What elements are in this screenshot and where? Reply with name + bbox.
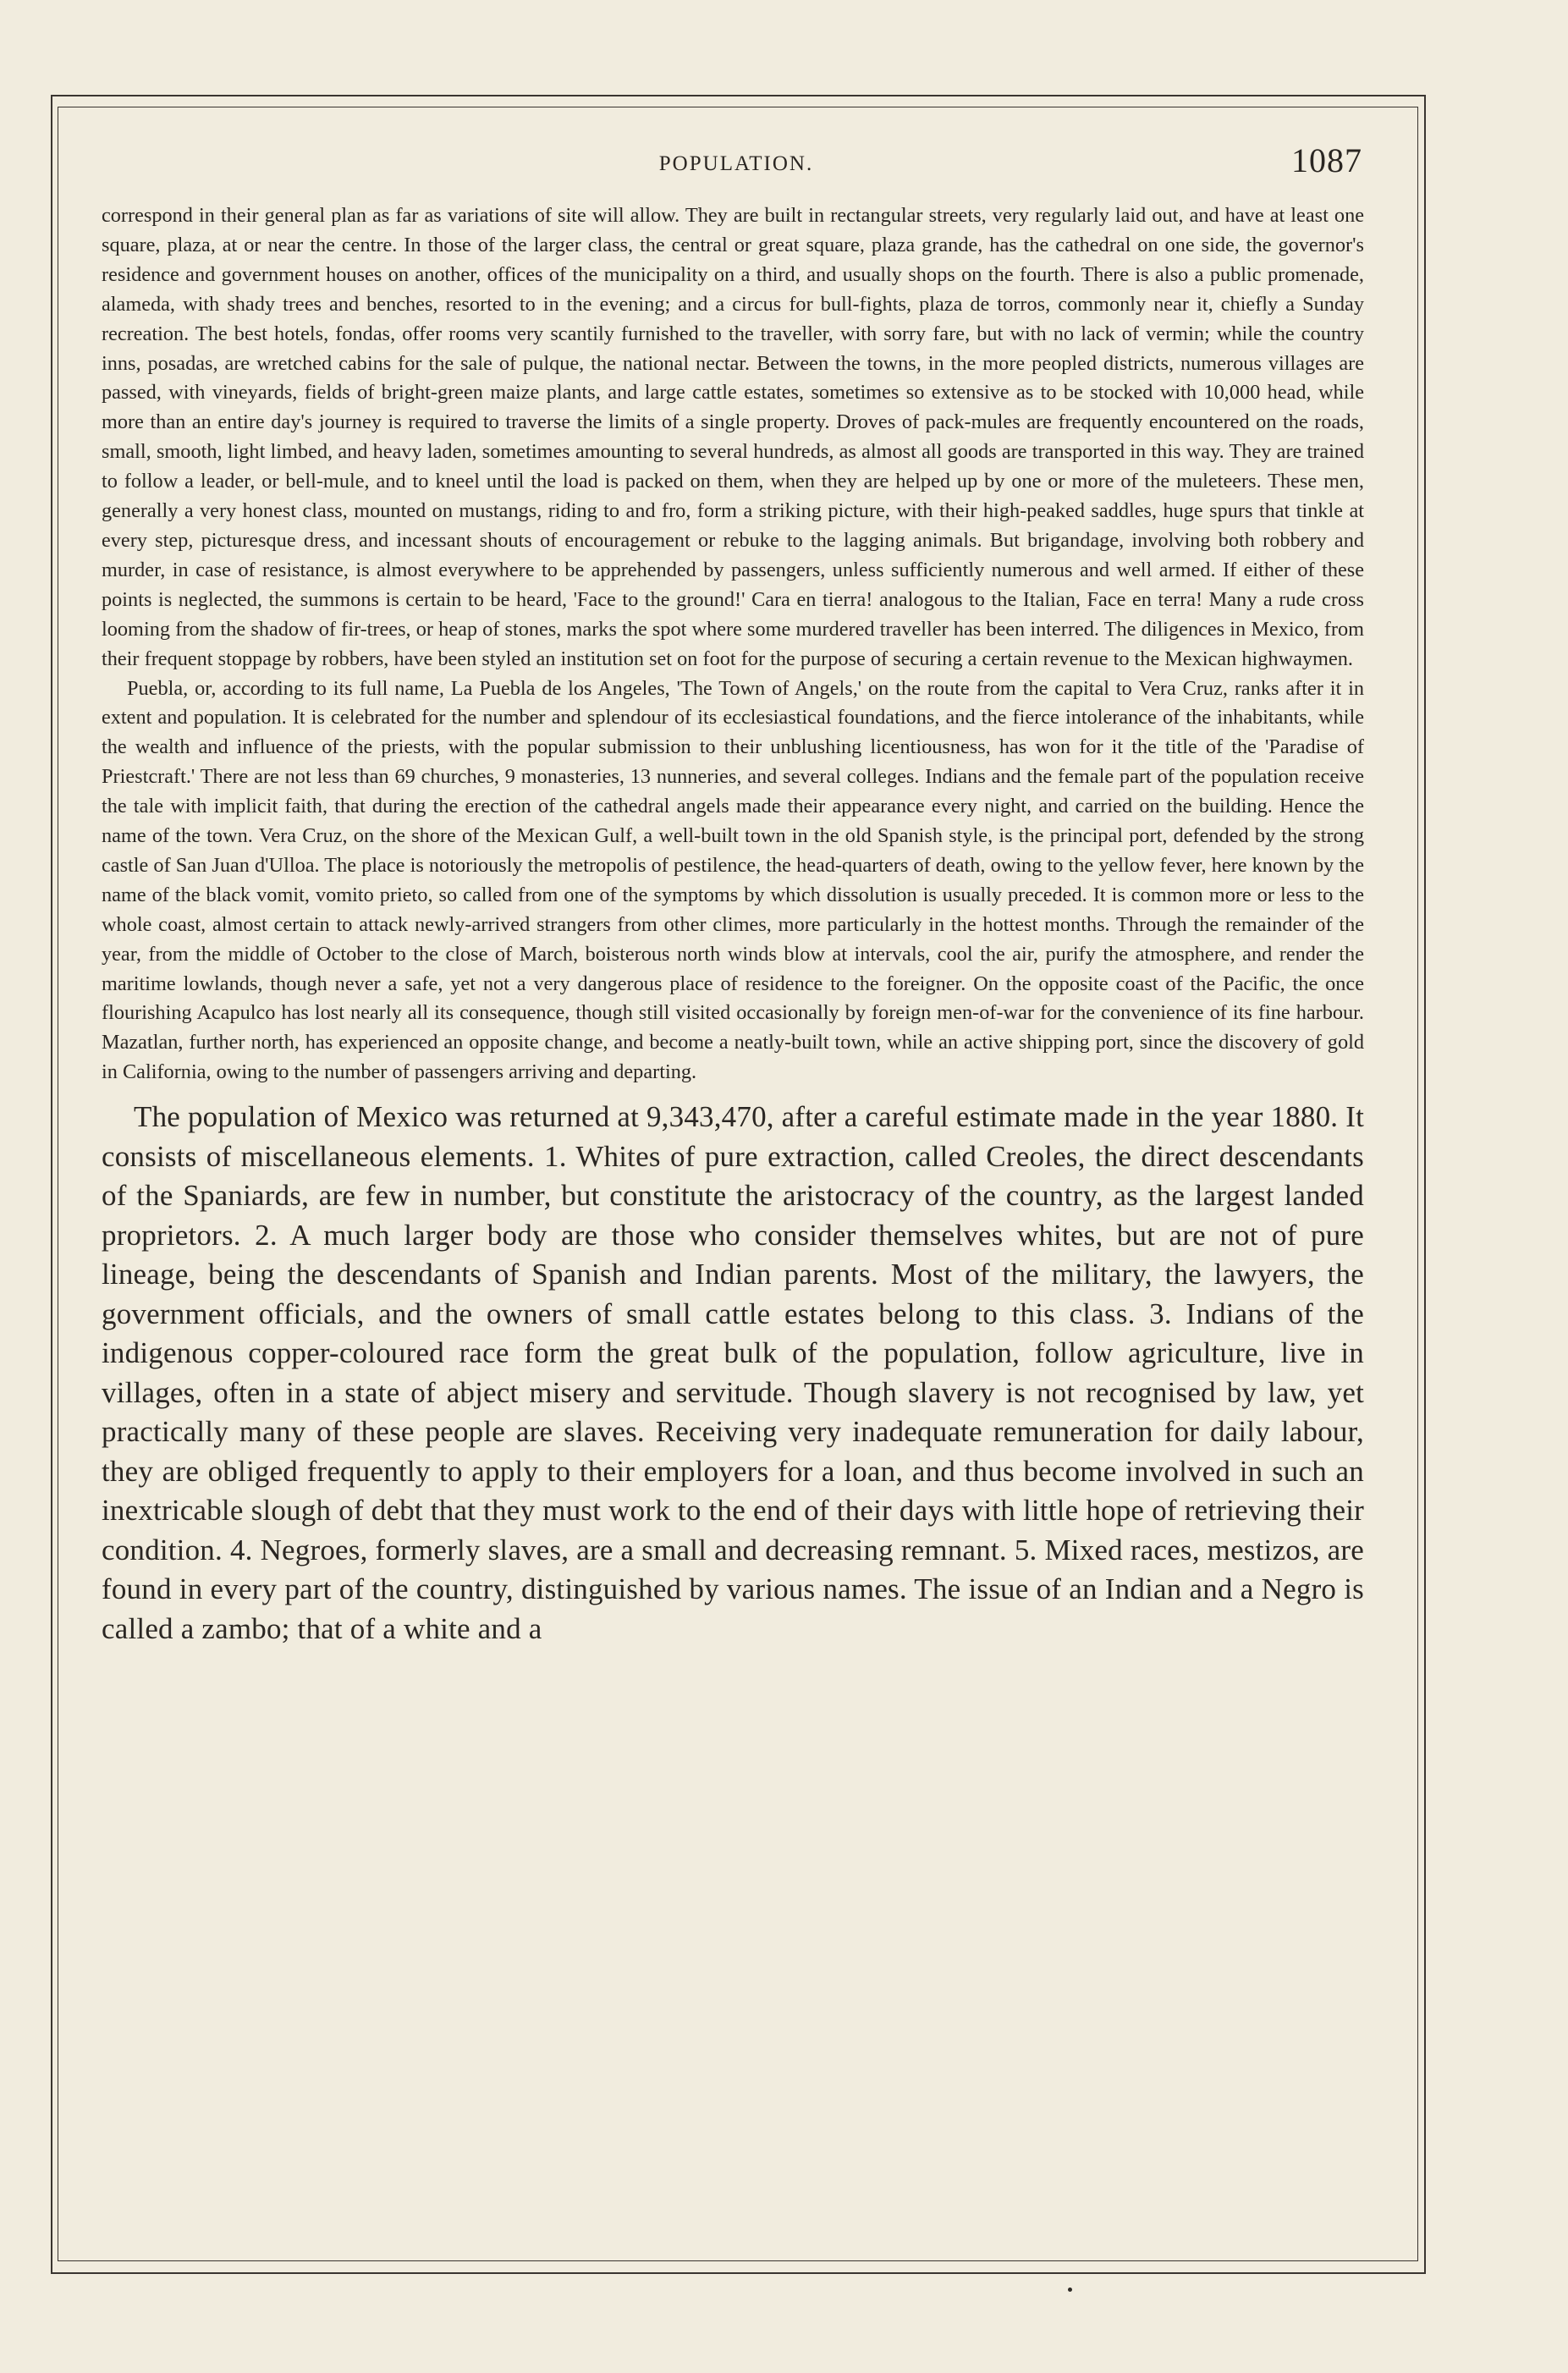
page-number: 1087 xyxy=(1291,141,1362,179)
ink-speck xyxy=(1068,2288,1072,2292)
inner-border-right xyxy=(1417,107,1418,2261)
large-print-section xyxy=(102,1098,1364,1649)
paragraph-puebla: Puebla, or, according to its full name, La Puebla de los Angeles, 'The Town of Angels,' on the route from the capital to Vera Cruz, ranks after it in extent and population. It is celebrated for the number and splendour of its ecclesiastical foundations, and the fierce intolerance of the inhabitants, while the wealth and influence of the priests, with the popular submission to their unblushing licentiousness, has won for it the title of the 'Paradise of Priestcraft.' There are not less than 69 churches, 9 monasteries, 13 nunneries, and several colleges. Indians and the female part of the population receive the tale with implicit faith, that during the erection of the cathedral angels made their appearance every night, and carried on the building. Hence the name of the town. Vera Cruz, on the shore of the Mexican Gulf, a well-built town in the old Spanish style, is the principal port, defended by the strong castle of San Juan d'Ulloa. The place is notoriously the metropolis of pestilence, the head-quarters of death, owing to the yellow fever, here known by the name of the black vomit, vomito prieto, so called from one of the symptoms by which dissolution is usually preceded. It is common more or less to the whole coast, almost certain to attack newly-arrived strangers from other climes, more particularly in the hottest months. Through the remainder of the year, from the middle of October to the close of March, boisterous north winds blow at intervals, cool the air, purify the atmosphere, and render the maritime lowlands, though never a safe, yet not a very dangerous place of residence to the foreigner. On the opposite coast of the Pacific, the once flourishing Acapulco has lost nearly all its consequence, though still visited occasionally by foreign men-of-war for the convenience of its fine harbour. Mazatlan, further north, has experienced an opposite change, and become a neatly-built town, while an active shipping port, since the discovery of gold in California, owing to the number of passengers arriving and departing. xyxy=(102,676,1364,1084)
small-print-section xyxy=(102,201,1364,1087)
page-border-right xyxy=(1424,95,1426,2274)
running-head: POPULATION. xyxy=(658,152,814,175)
page-border-bottom xyxy=(51,2272,1426,2274)
paragraph-town-plan: correspond in their general plan as far as variations of site will allow. They are built in rectangular streets, very regularly laid out, and have at least one square, plaza, at or near the centre. In those of the larger class, the central or great square, plaza grande, has the cathedral on one side, the governor's residence and government houses on another, offices of the municipality on a third, and usually shops on the fourth. There is also a public promenade, alameda, with shady trees and benches, resorted to in the evening; and a circus for bull-fights, plaza de torros, commonly near it, chiefly a Sunday recreation. The best hotels, fondas, offer rooms very scantily furnished to the traveller, with sorry fare, but with no lack of vermin; while the country inns, posadas, are wretched cabins for the sale of pulque, the national nectar. Between the towns, in the more peopled districts, numerous villages are passed, with vineyards, fields of bright-green maize plants, and large cattle estates, sometimes so extensive as to be stocked with 10,000 head, while more than an entire day's journey is required to traverse the limits of a single property. Droves of pack-mules are frequently encountered on the roads, small, smooth, light limbed, and heavy laden, sometimes amounting to several hundreds, as almost all goods are transported in this way. They are trained to follow a leader, or bell-mule, and to kneel until the load is packed on them, when they are helped up by one or more of the muleteers. These men, generally a very honest class, mounted on mustangs, riding to and fro, form a striking picture, with their high-peaked saddles, huge spurs that tinkle at every step, picturesque dress, and incessant shouts of encouragement or rebuke to the lagging animals. But brigandage, involving both robbery and murder, in case of resistance, is almost everywhere to be apprehended by passengers, unless sufficiently numerous and well armed. If either of these points is neglected, the summons is certain to be heard, 'Face to the ground!' Cara en tierra! analogous to the Italian, Face en terra! Many a rude cross looming from the shadow of fir-trees, or heap of stones, marks the spot where some murdered traveller has been interred. The diligences in Mexico, from their frequent stoppage by robbers, have been styled an institution set on foot for the purpose of securing a certain revenue to the Mexican highwaymen. xyxy=(102,204,1364,670)
page-header xyxy=(102,140,1371,183)
page-body xyxy=(102,201,1364,1649)
paragraph-population: The population of Mexico was returned at 9,343,470, after a careful estimate made in the year 1880. It consists of miscellaneous elements. 1. Whites of pure extraction, called Creoles, the direct descendants of the Spaniards, are few in number, but constitute the aristocracy of the country, as the largest landed proprietors. 2. A much larger body are those who consider themselves whites, but are not of pure lineage, being the descendants of Spanish and Indian parents. Most of the military, the lawyers, the government officials, and the owners of small cattle estates belong to this class. 3. Indians of the indigenous copper-coloured race form the great bulk of the population, follow agriculture, live in villages, often in a state of abject misery and servitude. Though slavery is not recognised by law, yet practically many of these people are slaves. Receiving very inadequate remuneration for daily labour, they are obliged frequently to apply to their employers for a loan, and thus become involved in such an inextricable slough of debt that they must work to the end of their days with little hope of retrieving their condition. 4. Negroes, formerly slaves, are a small and decreasing remnant. 5. Mixed races, mestizos, are found in every part of the country, distinguished by various names. The issue of an Indian and a Negro is called a zambo; that of a white and a xyxy=(102,1100,1364,1645)
page-border-top xyxy=(51,95,1426,96)
page-border-left xyxy=(51,95,52,2274)
inner-border-bottom xyxy=(58,2260,1418,2261)
